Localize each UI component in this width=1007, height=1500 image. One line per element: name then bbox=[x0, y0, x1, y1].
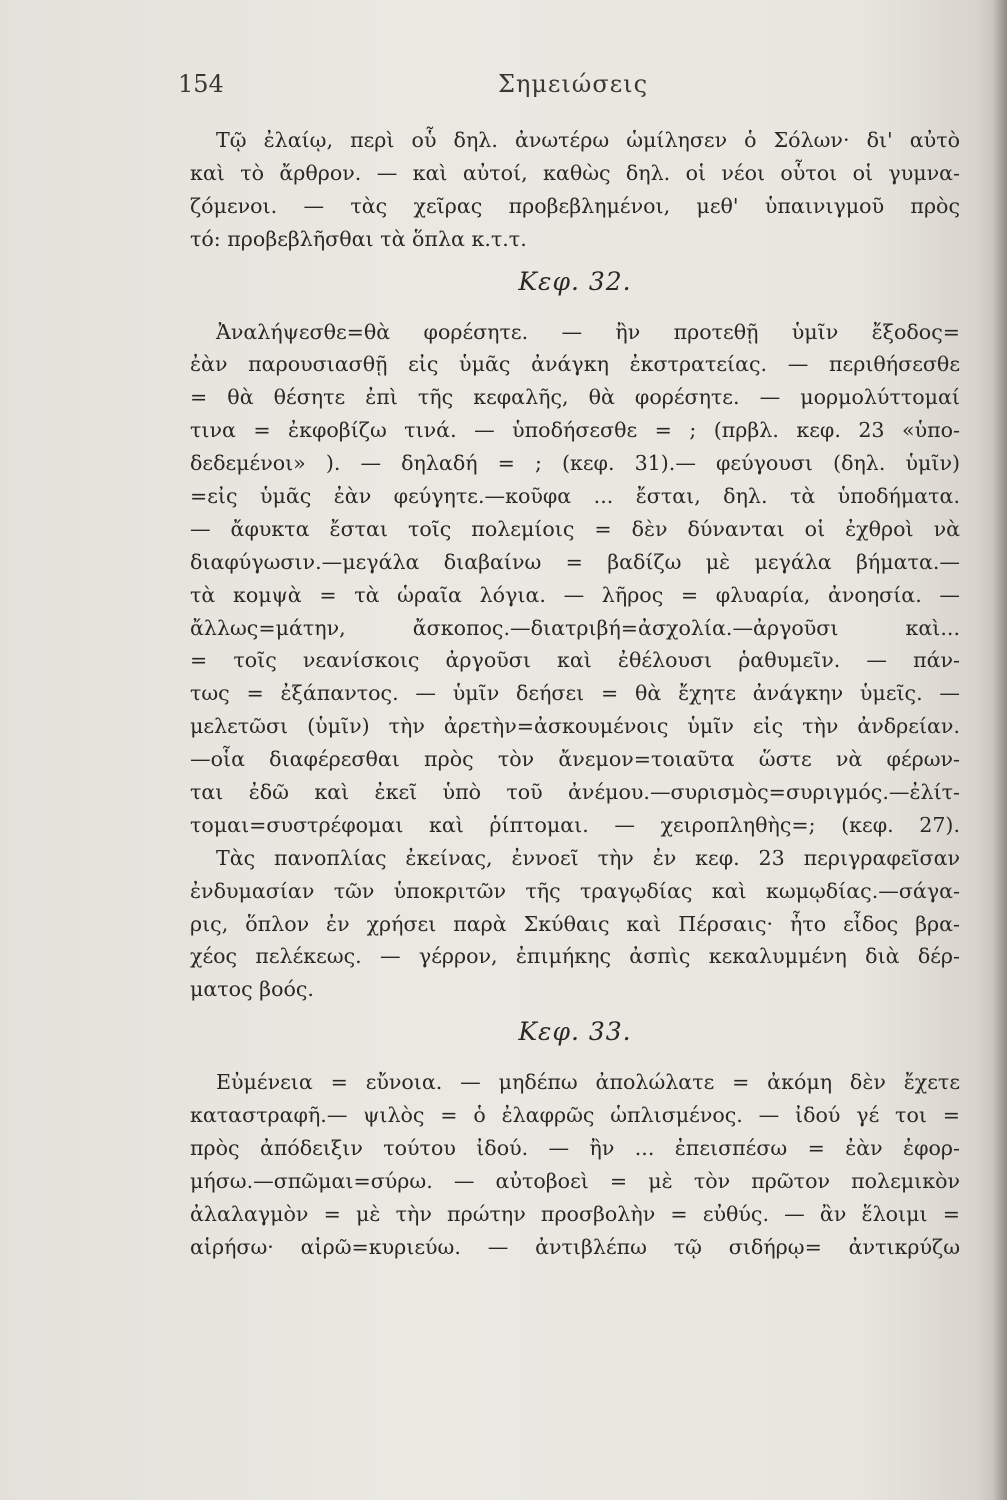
running-head bbox=[178, 70, 968, 110]
text-line: διαφύγωσιν.—μεγάλα διαβαίνω = βαδίζω μὲ μεγάλα βήματα.— bbox=[190, 549, 960, 574]
text-line: τινα = ἐκφοβίζω τινά. — ὑποδήσεσθε = ; (πρβλ. κεφ. 23 «ὑπο- bbox=[190, 418, 960, 443]
text-line: μήσω.—σπῶμαι=σύρω. — αὐτοβοεὶ = μὲ τὸν πρῶτον πολεμικὸν bbox=[190, 1168, 960, 1193]
text-line: μελετῶσι (ὑμῖν) τὴν ἀρετὴν=ἀσκουμένοις ὑμῖν εἰς τὴν ἀνδρείαν. bbox=[190, 714, 960, 739]
text-line: ἐνδυμασίαν τῶν ὑποκριτῶν τῆς τραγῳδίας καὶ κωμῳδίας.—σάγα- bbox=[190, 878, 960, 903]
chapter-heading: Κεφ. 33. bbox=[518, 1017, 632, 1047]
text-line: ματος βοός. bbox=[190, 977, 314, 1002]
text-line: τως = ἐξάπαντος. — ὑμῖν δεήσει = θὰ ἔχητε ἀνάγκην ὑμεῖς. — bbox=[190, 681, 960, 706]
text-line: ἄλλως=μάτην, ἄσκοπος.—διατριβή=ἀσχολία.—ἀργοῦσι καὶ... bbox=[190, 615, 960, 640]
text-line: πρὸς ἀπόδειξιν τούτου ἰδού. — ἢν ... ἐπεισπέσω = ἐὰν ἐφορ- bbox=[190, 1136, 960, 1161]
text-line: καταστραφῆ.— ψιλὸς = ὁ ἐλαφρῶς ὡπλισμένος. — ἰδού γέ τοι = bbox=[190, 1103, 960, 1128]
text-line: Εὐμένεια = εὔνοια. — μηδέπω ἀπολώλατε = ἀκόμη δὲν ἔχετε bbox=[216, 1070, 960, 1095]
text-line: δεδεμένοι» ). — δηλαδή = ; (κεφ. 31).— φεύγουσι (δηλ. ὑμῖν) bbox=[190, 451, 960, 476]
text-line: ἀλαλαγμὸν = μὲ τὴν πρώτην προσβολὴν = εὐθύς. — ἂν ἕλοιμι = bbox=[190, 1201, 960, 1226]
text-line: —οἷα διαφέρεσθαι πρὸς τὸν ἄνεμον=τοιαῦτα ὥστε νὰ φέρων- bbox=[190, 747, 960, 772]
binding-shadow bbox=[993, 0, 1007, 1500]
text-line: Τῷ ἐλαίῳ, περὶ οὗ δηλ. ἀνωτέρω ὡμίλησεν ὁ Σόλων· δι' αὐτὸ bbox=[216, 128, 960, 152]
chapter-heading: Κεφ. 32. bbox=[518, 266, 632, 296]
paragraph bbox=[190, 316, 960, 842]
text-line: = τοῖς νεανίσκοις ἀργοῦσι καὶ ἐθέλουσι ῥαθυμεῖν. — πάν- bbox=[190, 648, 960, 673]
text-line: = θὰ θέσητε ἐπὶ τῆς κεφαλῆς, θὰ φορέσητε. — μορμολύττομαί bbox=[190, 385, 960, 410]
text-line: — ἄφυκτα ἔσται τοῖς πολεμίοις = δὲν δύνανται οἱ ἐχθροὶ νὰ bbox=[190, 516, 960, 541]
notes-body bbox=[190, 124, 960, 1264]
running-title: Σημειώσεις bbox=[497, 70, 649, 98]
paragraph bbox=[190, 1066, 960, 1263]
text-line: ζόμενοι. — τὰς χεῖρας προβεβλημένοι, μεθ' ὑπαινιγμοῦ πρὸς bbox=[190, 193, 960, 218]
text-line: Ἀναλήψεσθε=θὰ φορέσητε. — ἢν προτεθῇ ὑμῖν ἔξοδος= bbox=[216, 319, 960, 344]
text-line: ἐὰν παρουσιασθῇ εἰς ὑμᾶς ἀνάγκη ἐκστρατείας. — περιθήσεσθε bbox=[190, 352, 960, 377]
page-number: 154 bbox=[178, 70, 224, 98]
paragraph bbox=[190, 124, 960, 256]
text-line: ρις, ὅπλον ἐν χρήσει παρὰ Σκύθαις καὶ Πέρσαις· ἦτο εἶδος βρα- bbox=[190, 911, 960, 936]
text-line: καὶ τὸ ἄρθρον. — καὶ αὐτοί, καθὼς δηλ. οἱ νέοι οὗτοι οἱ γυμνα- bbox=[190, 160, 960, 185]
text-line: τό: προβεβλῆσθαι τὰ ὅπλα κ.τ.τ. bbox=[190, 226, 527, 251]
text-line: τὰ κομψὰ = τὰ ὡραῖα λόγια. — λῆρος = φλυαρία, ἀνοησία. — bbox=[190, 582, 960, 607]
text-line: αἱρήσω· αἱρῶ=κυριεύω. — ἀντιβλέπω τῷ σιδήρῳ= ἀντικρύζω bbox=[190, 1234, 960, 1259]
text-line: χέος πελέκεως. — γέρρον, ἐπιμήκης ἀσπὶς κεκαλυμμένη διὰ δέρ- bbox=[190, 944, 960, 969]
text-line: ται ἐδῶ καὶ ἐκεῖ ὑπὸ τοῦ ἀνέμου.—συρισμὸς=συριγμός.—ἐλίτ- bbox=[190, 780, 960, 805]
paragraph bbox=[190, 842, 960, 1006]
text-line: τομαι=συστρέφομαι καὶ ῥίπτομαι. — χειροπληθὴς=; (κεφ. 27). bbox=[190, 812, 960, 837]
text-line: Τὰς πανοπλίας ἐκείνας, ἐννοεῖ τὴν ἐν κεφ. 23 περιγραφεῖσαν bbox=[216, 845, 960, 870]
text-line: =εἰς ὑμᾶς ἐὰν φεύγητε.—κοῦφα ... ἔσται, δηλ. τὰ ὑποδήματα. bbox=[190, 484, 960, 509]
